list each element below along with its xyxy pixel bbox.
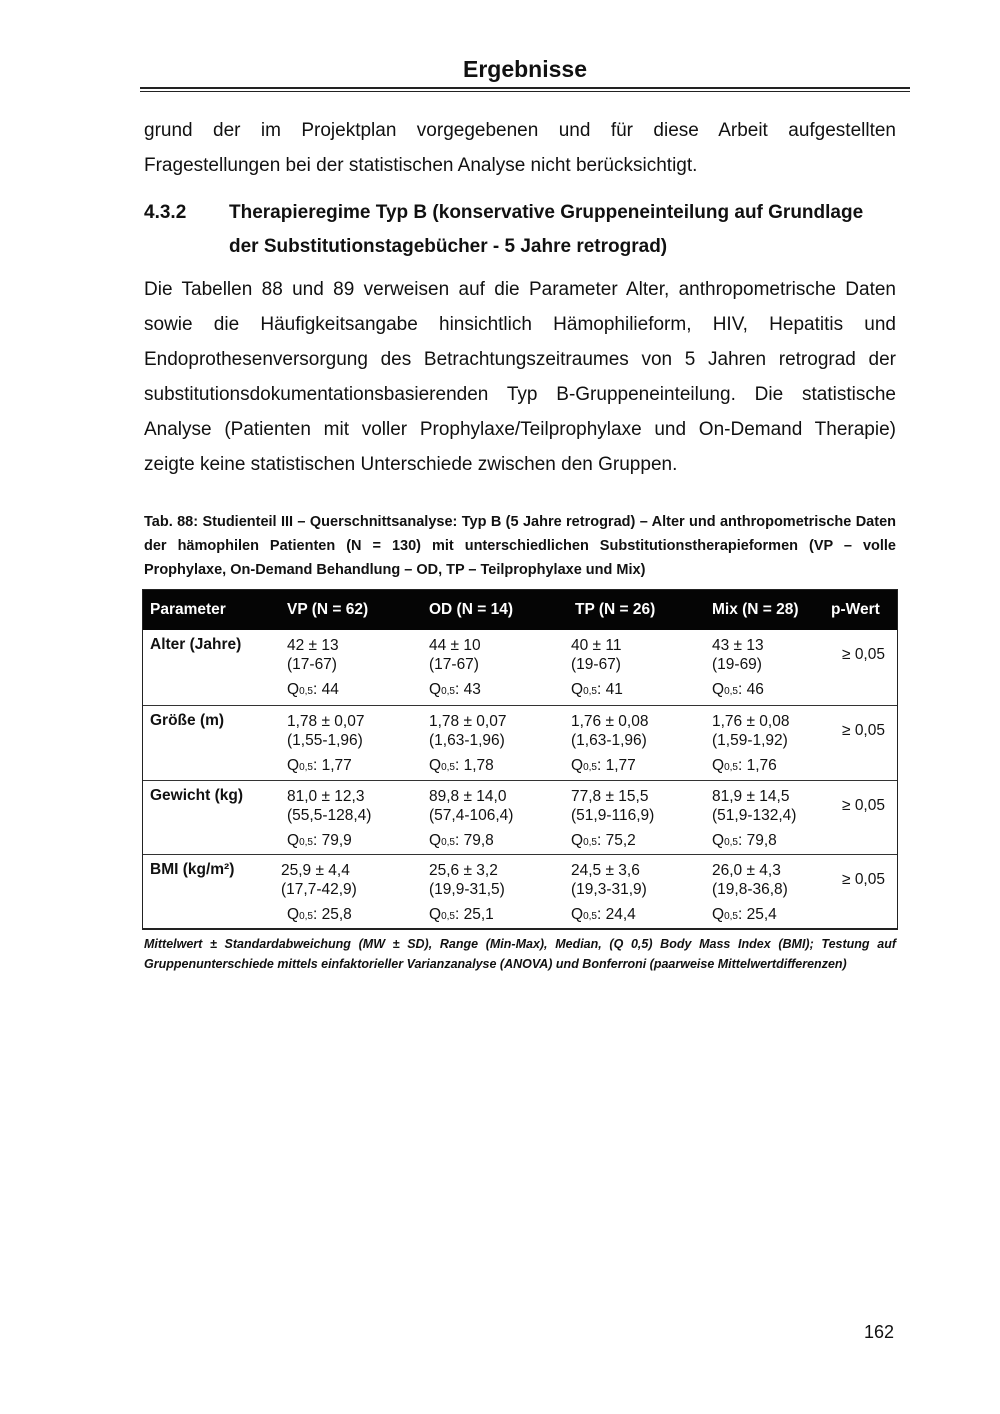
table-row: [143, 705, 897, 781]
cell-mean: 42 ± 13: [287, 637, 339, 654]
p-value: ≥ 0,05: [842, 722, 885, 739]
table-cell: [429, 712, 506, 777]
header-vp: VP (N = 62): [287, 601, 369, 618]
cell-median: Q0,5: 46: [712, 681, 764, 698]
table-row: [143, 854, 897, 930]
p-value: ≥ 0,05: [842, 871, 885, 888]
table-cell: [712, 636, 764, 701]
table-caption: Tab. 88: Studienteil III – Querschnittsanalyse: Typ B (5 Jahre retrograd) – Alter und anthropometrische Daten der hämophilen Patienten (N = 130) mit unterschiedlichen Substitutionstherapieformen (VP – volle Prophylaxe, On-Demand Behandlung – OD, TP – Teilprophylaxe und Mix): [144, 514, 896, 578]
section-title: Therapieregime Typ B (konservative Gruppeneinteilung auf Grundlage der Substitutionstagebücher - 5 Jahre retrograd): [229, 202, 864, 257]
cell-median: Q0,5: 1,78: [429, 757, 494, 774]
cell-mean: 1,78 ± 0,07: [287, 713, 365, 730]
cell-range: (17,7-42,9): [281, 881, 357, 898]
table-row: [143, 630, 897, 705]
cell-range: (1,63-1,96): [429, 732, 505, 749]
table-cell: [571, 636, 623, 701]
header-p-value: p-Wert: [831, 601, 880, 618]
cell-median: Q0,5: 79,9: [287, 832, 352, 849]
cell-range: (51,9-132,4): [712, 807, 797, 824]
table-cell: [429, 861, 505, 926]
header-rule: [140, 87, 910, 89]
cell-range: (1,63-1,96): [571, 732, 647, 749]
page-number: 162: [864, 1322, 895, 1342]
cell-mean: 1,76 ± 0,08: [571, 713, 649, 730]
p-value: ≥ 0,05: [842, 797, 885, 814]
cell-range: (1,55-1,96): [287, 732, 363, 749]
cell-median: Q0,5: 1,77: [571, 757, 636, 774]
cell-median: Q0,5: 79,8: [429, 832, 494, 849]
cell-median: Q0,5: 25,4: [712, 906, 777, 923]
table-cell: [281, 861, 357, 926]
table-cell: [287, 787, 371, 852]
cell-mean: 40 ± 11: [571, 637, 622, 654]
header-rule-thin: [140, 91, 910, 92]
cell-median: Q0,5: 1,77: [287, 757, 352, 774]
header-parameter: Parameter: [150, 601, 226, 618]
cell-range: (19,8-36,8): [712, 881, 788, 898]
page-header-title: Ergebnisse: [463, 56, 587, 82]
cell-range: (1,59-1,92): [712, 732, 788, 749]
cell-mean: 25,9 ± 4,4: [281, 862, 350, 879]
cell-median: Q0,5: 79,8: [712, 832, 777, 849]
header-od: OD (N = 14): [429, 601, 513, 618]
cell-mean: 89,8 ± 14,0: [429, 788, 507, 805]
table-cell: [571, 712, 648, 777]
cell-range: (51,9-116,9): [571, 807, 655, 824]
header-mix: Mix (N = 28): [712, 601, 799, 618]
cell-median: Q0,5: 75,2: [571, 832, 636, 849]
cell-mean: 1,78 ± 0,07: [429, 713, 507, 730]
table-header-row: [143, 590, 897, 630]
cell-range: (57,4-106,4): [429, 807, 514, 824]
row-label: Größe (m): [150, 712, 225, 729]
cell-mean: 77,8 ± 15,5: [571, 788, 649, 805]
cell-range: (19,9-31,5): [429, 881, 505, 898]
cell-range: (17-67): [287, 656, 337, 673]
table-cell: [571, 861, 647, 926]
cell-median: Q0,5: 24,4: [571, 906, 636, 923]
table-row: [143, 780, 897, 856]
cell-mean: 24,5 ± 3,6: [571, 862, 640, 879]
section-number: 4.3.2: [144, 202, 187, 223]
row-label: Alter (Jahre): [150, 636, 242, 653]
table-cell: [571, 787, 654, 852]
table-cell: [712, 787, 796, 852]
cell-mean: 1,76 ± 0,08: [712, 713, 790, 730]
results-table: [142, 589, 898, 930]
cell-range: (55,5-128,4): [287, 807, 372, 824]
table-cell: [712, 712, 789, 777]
cell-range: (17-67): [429, 656, 479, 673]
row-label: Gewicht (kg): [150, 787, 244, 804]
cell-range: (19-69): [712, 656, 762, 673]
cell-median: Q0,5: 25,1: [429, 906, 494, 923]
cell-mean: 43 ± 13: [712, 637, 764, 654]
table-footnote: Mittelwert ± Standardabweichung (MW ± SD), Range (Min-Max), Median, (Q 0,5) Body Mass Index (BMI); Testung auf Gruppenunterschiede mittels einfaktorieller Varianzanalyse (ANOVA) und Bonferroni (paarweise Mittelwertdifferenzen): [144, 937, 896, 971]
cell-median: Q0,5: 41: [571, 681, 623, 698]
cell-median: Q0,5: 44: [287, 681, 339, 698]
cell-range: (19,3-31,9): [571, 881, 647, 898]
cell-range: (19-67): [571, 656, 621, 673]
cell-mean: 26,0 ± 4,3: [712, 862, 781, 879]
p-value: ≥ 0,05: [842, 646, 885, 663]
row-label: BMI (kg/m²): [150, 861, 235, 878]
body-paragraph: Die Tabellen 88 und 89 verweisen auf die Parameter Alter, anthropometrische Daten sowie die Häufigkeitsangabe hinsichtlich Hämophilieform, HIV, Hepatitis und Endoprothesenversorgung des Betrachtungszeitraumes von 5 Jahren retrograd der substitutionsdokumentationsbasierenden Typ B-Gruppeneinteilung. Die statistische Analyse (Patienten mit voller Prophylaxe/Teilprophylaxe und On-Demand Therapie) zeigte keine statistischen Unterschiede zwischen den Gruppen.: [144, 279, 896, 475]
table-cell: [287, 636, 339, 701]
cell-median: Q0,5: 43: [429, 681, 481, 698]
table-cell: [712, 861, 788, 926]
table-cell: [287, 712, 364, 777]
cell-mean: 81,9 ± 14,5: [712, 788, 790, 805]
cell-median: Q0,5: 1,76: [712, 757, 777, 774]
intro-paragraph: grund der im Projektplan vorgegebenen und für diese Arbeit aufgestellten Fragestellungen bei der statistischen Analyse nicht berücksichtigt.: [144, 120, 896, 176]
cell-mean: 25,6 ± 3,2: [429, 862, 498, 879]
table-cell: [429, 787, 513, 852]
cell-median: Q0,5: 25,8: [287, 906, 352, 923]
header-tp: TP (N = 26): [575, 601, 656, 618]
cell-mean: 44 ± 10: [429, 637, 481, 654]
table-cell: [429, 636, 481, 701]
cell-mean: 81,0 ± 12,3: [287, 788, 365, 805]
